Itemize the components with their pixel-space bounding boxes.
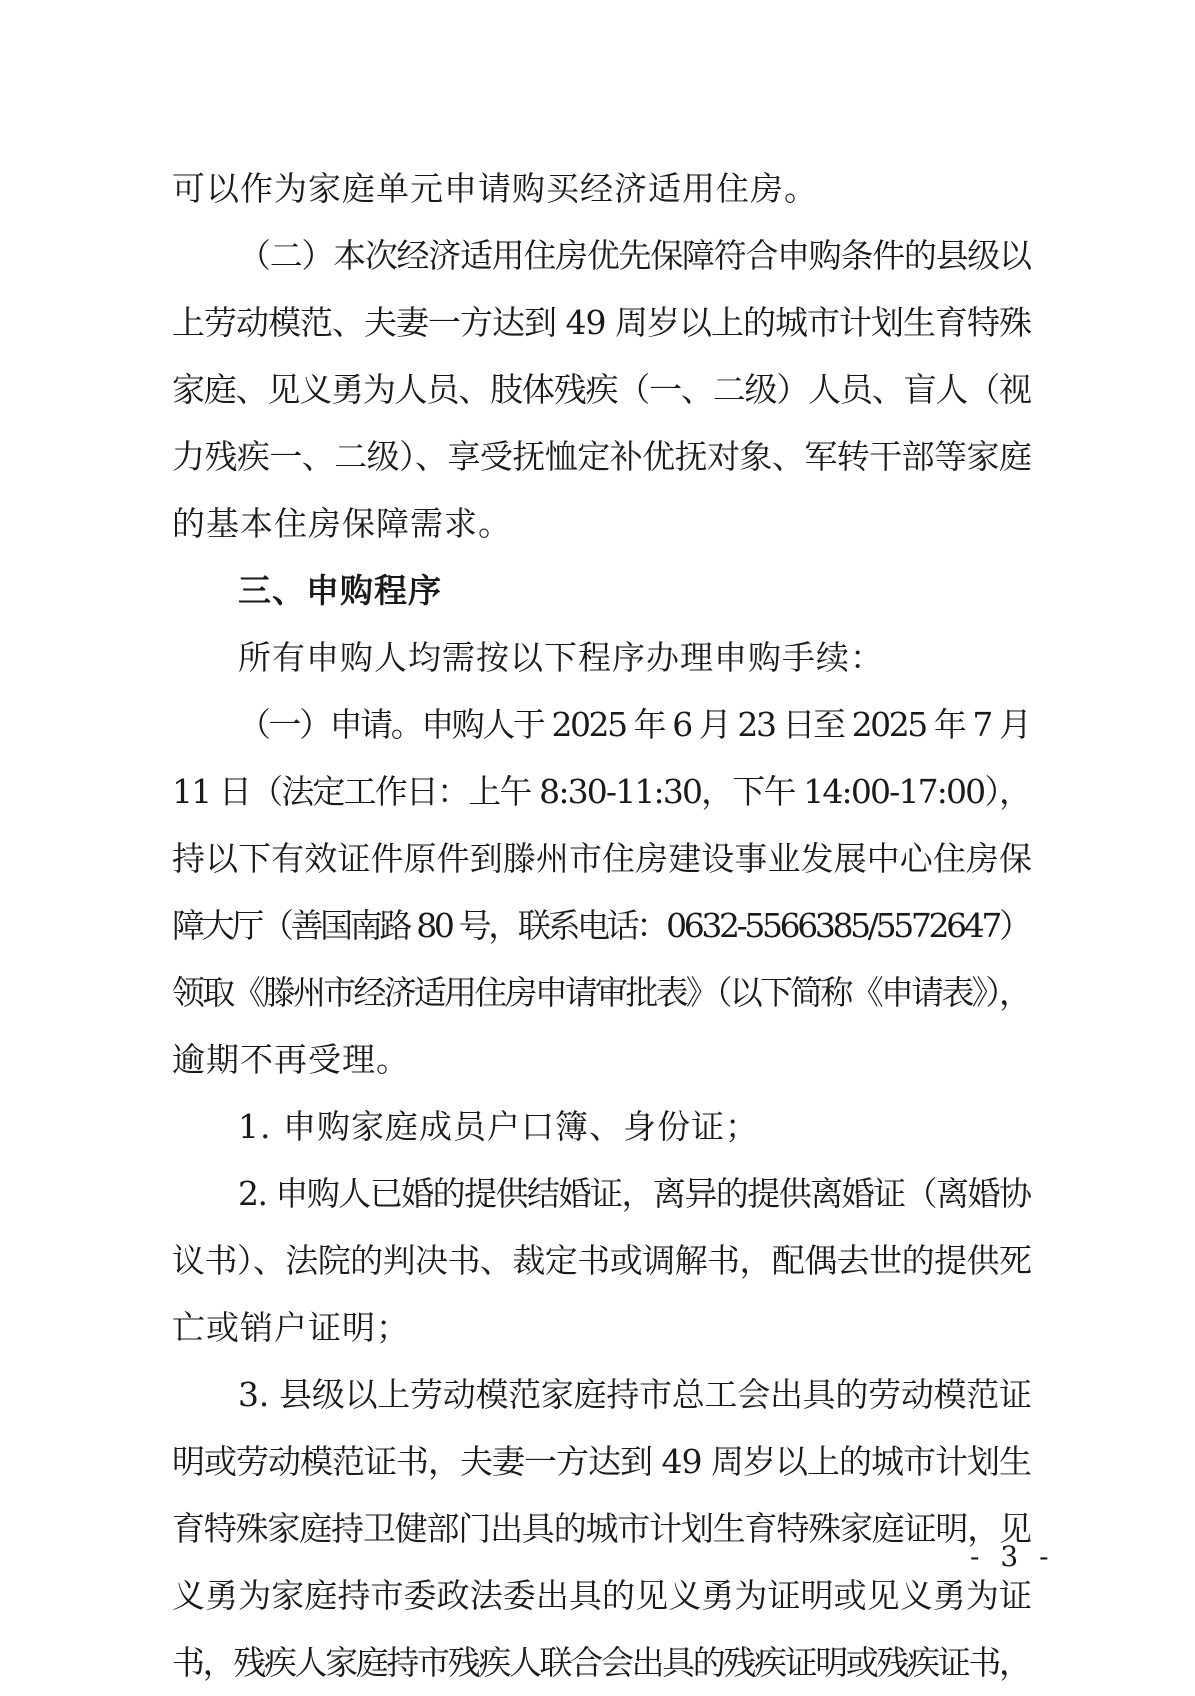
text-line: 持以下有效证件原件到滕州市住房建设事业发展中心住房保 (172, 839, 1033, 878)
text-line: 义勇为家庭持市委政法委出具的见义勇为证明或见义勇为证 (172, 1576, 1033, 1615)
text-line: 障大厅（善国南路 80 号，联系电话：0632-5566385/5572647） (172, 906, 1029, 945)
text-line: （二）本次经济适用住房优先保障符合申购条件的县级以 (238, 236, 1031, 275)
text-line: 亡或销户证明； (172, 1308, 410, 1347)
text-line: 所有申购人均需按以下程序办理申购手续： (238, 638, 884, 677)
text-line: 1. 申购家庭成员户口簿、身份证； (238, 1107, 759, 1146)
text-line: 上劳动模范、夫妻一方达到 49 周岁以上的城市计划生育特殊 (172, 303, 1031, 342)
text-line: （一）申请。申购人于 2025 年 6 月 23 日至 2025 年 7 月 (238, 705, 1030, 744)
text-line: 明或劳动模范证书，夫妻一方达到 49 周岁以上的城市计划生 (172, 1442, 1031, 1481)
text-line: 2. 申购人已婚的提供结婚证，离异的提供离婚证（离婚协 (238, 1174, 1031, 1213)
page-number: - 3 - (970, 1540, 1055, 1573)
text-line: 领取《滕州市经济适用住房申请审批表》（以下简称《申请表》）， (172, 973, 1030, 1012)
text-line: 议书）、法院的判决书、裁定书或调解书，配偶去世的提供死 (172, 1241, 1032, 1280)
text-line: 家庭、见义勇为人员、肢体残疾（一、二级）人员、盲人（视 (172, 370, 1031, 409)
text-line: 书，残疾人家庭持市残疾人联合会出具的残疾证明或残疾证书， (172, 1643, 1030, 1682)
text-line: 逾期不再受理。 (172, 1040, 410, 1079)
text-line: 可以作为家庭单元申请购买经济适用住房。 (172, 169, 818, 208)
section-heading: 三、申购程序 (238, 571, 442, 610)
text-line: 11 日（法定工作日：上午 8:30-11:30，下午 14:00-17:00）， (172, 772, 1031, 811)
text-line: 的基本住房保障需求。 (172, 504, 512, 543)
text-line: 力残疾一、二级）、享受抚恤定补优抚对象、军转干部等家庭 (172, 437, 1032, 476)
text-line: 育特殊家庭持卫健部门出具的城市计划生育特殊家庭证明，见 (172, 1509, 1031, 1548)
text-line: 3. 县级以上劳动模范家庭持市总工会出具的劳动模范证 (238, 1375, 1032, 1414)
document-body (172, 155, 1032, 1696)
